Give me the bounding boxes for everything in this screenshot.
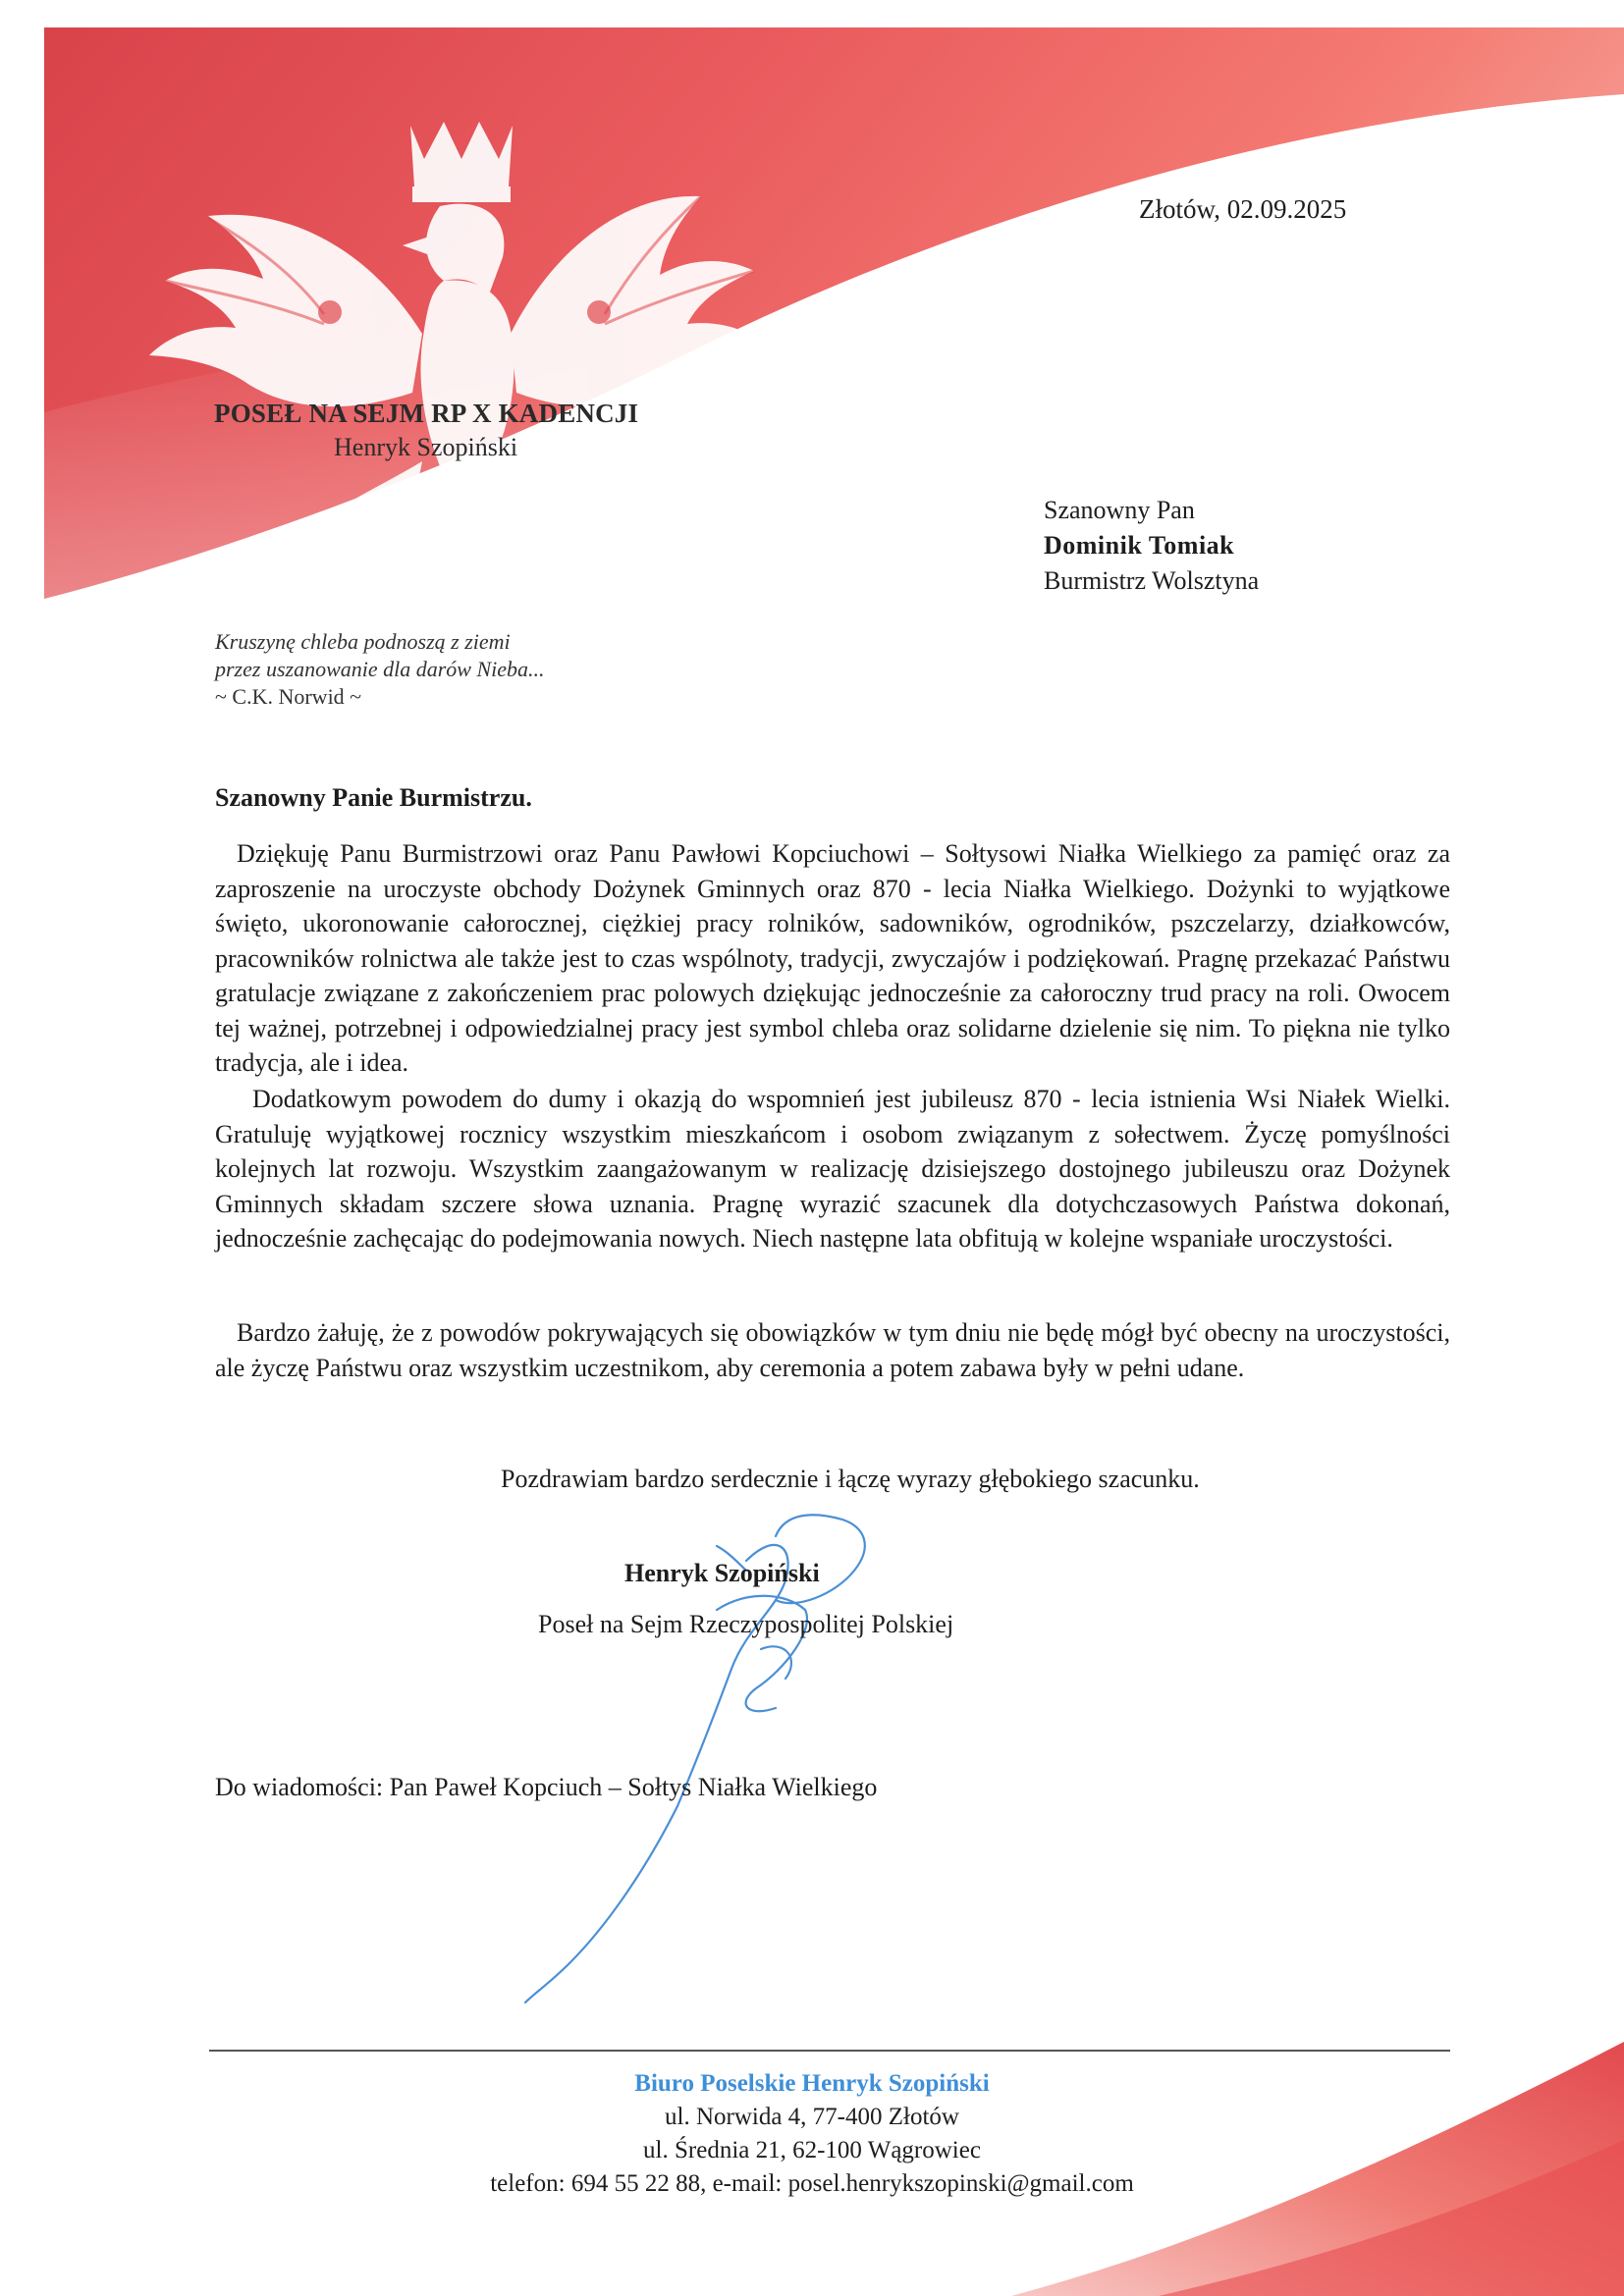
motto-author: ~ C.K. Norwid ~ xyxy=(215,684,362,709)
footer-divider xyxy=(209,2050,1450,2052)
letter-date: Złotów, 02.09.2025 xyxy=(1139,194,1347,224)
office-title: POSEŁ NA SEJM RP X KADENCJI xyxy=(214,399,639,428)
motto-quote xyxy=(215,628,545,711)
addressee-block xyxy=(1044,493,1259,599)
motto-line-2: przez uszanowanie dla darów Nieba... xyxy=(215,657,545,681)
addressee-name: Dominik Tomiak xyxy=(1044,531,1235,560)
signer-name: Henryk Szopiński xyxy=(624,1559,820,1587)
addressee-role: Burmistrz Wolsztyna xyxy=(1044,566,1260,595)
paragraph-2: Dodatkowym powodem do dumy i okazją do wspomnień jest jubileusz 870 - lecia istnienia Wsi Niałek Wielki. Gratuluję wyjątkowej rocznicy wszystkim mieszkańcom i osobom związanym z sołectwem. Życzę pomyślności kolejnych lat rozwoju. Wszystkim zaangażowanym w realizację dzisiejszego dostojnego jubileuszu oraz Dożynek Gminnych składam szczere słowa uznania. Pragnę wyrazić szacunek dla dotychczasowych Państwa dokonań, jednocześnie zachęcając do podejmowania nowych. Niech następne lata obfitują w kolejne wspaniałe uroczystości. xyxy=(215,1085,1450,1253)
footer-contact: telefon: 694 55 22 88, e-mail: posel.henrykszopinski@gmail.com xyxy=(490,2170,1134,2197)
addressee-greeting: Szanowny Pan xyxy=(1044,496,1195,524)
footer-address-2: ul. Średnia 21, 62-100 Wągrowiec xyxy=(643,2137,981,2163)
closing-line: Pozdrawiam bardzo serdecznie i łączę wyrazy głębokiego szacunku. xyxy=(501,1465,1200,1493)
cc-line: Do wiadomości: Pan Paweł Kopciuch – Sołtys Niałka Wielkiego xyxy=(215,1773,878,1801)
paragraph-1: Dziękuję Panu Burmistrzowi oraz Panu Pawłowi Kopciuchowi – Sołtysowi Niałka Wielkiego za pamięć oraz za zaproszenie na uroczyste obchody Dożynek Gminnych oraz 870 - lecia Niałka Wielkiego. Dożynki to wyjątkowe święto, ukoronowanie całorocznej, ciężkiej pracy rolników, sadowników, ogrodników, pszczelarzy, działkowców, pracowników rolnictwa ale także jest to czas wspólnoty, tradycji, zwyczajów i podziękowań. Pragnę przekazać Państwu gratulacje związane z zakończeniem prac polowych dziękując jednocześnie za całoroczny trud pracy na roli. Owocem tej ważnej, potrzebnej i odpowiedzialnej pracy jest symbol chleba oraz solidarne dzielenie się nim. To piękna nie tylko tradycja, ale i idea. xyxy=(215,839,1450,1077)
footer-address-1: ul. Norwida 4, 77-400 Złotów xyxy=(665,2104,959,2130)
signer-role: Poseł na Sejm Rzeczypospolitej Polskiej xyxy=(538,1610,954,1638)
footer-block xyxy=(321,2067,1303,2201)
office-holder-name: Henryk Szopiński xyxy=(334,433,518,461)
salutation: Szanowny Panie Burmistrzu. xyxy=(215,783,532,812)
motto-line-1: Kruszynę chleba podnoszą z ziemi xyxy=(215,629,511,654)
paragraph-3: Bardzo żałuję, że z powodów pokrywających się obowiązków w tym dniu nie będę mógł być obecny na uroczystości, ale życzę Państwu oraz wszystkim uczestnikom, aby ceremonia a potem zabawa były w pełni udane. xyxy=(215,1318,1450,1382)
footer-office-name: Biuro Poselskie Henryk Szopiński xyxy=(634,2070,990,2097)
